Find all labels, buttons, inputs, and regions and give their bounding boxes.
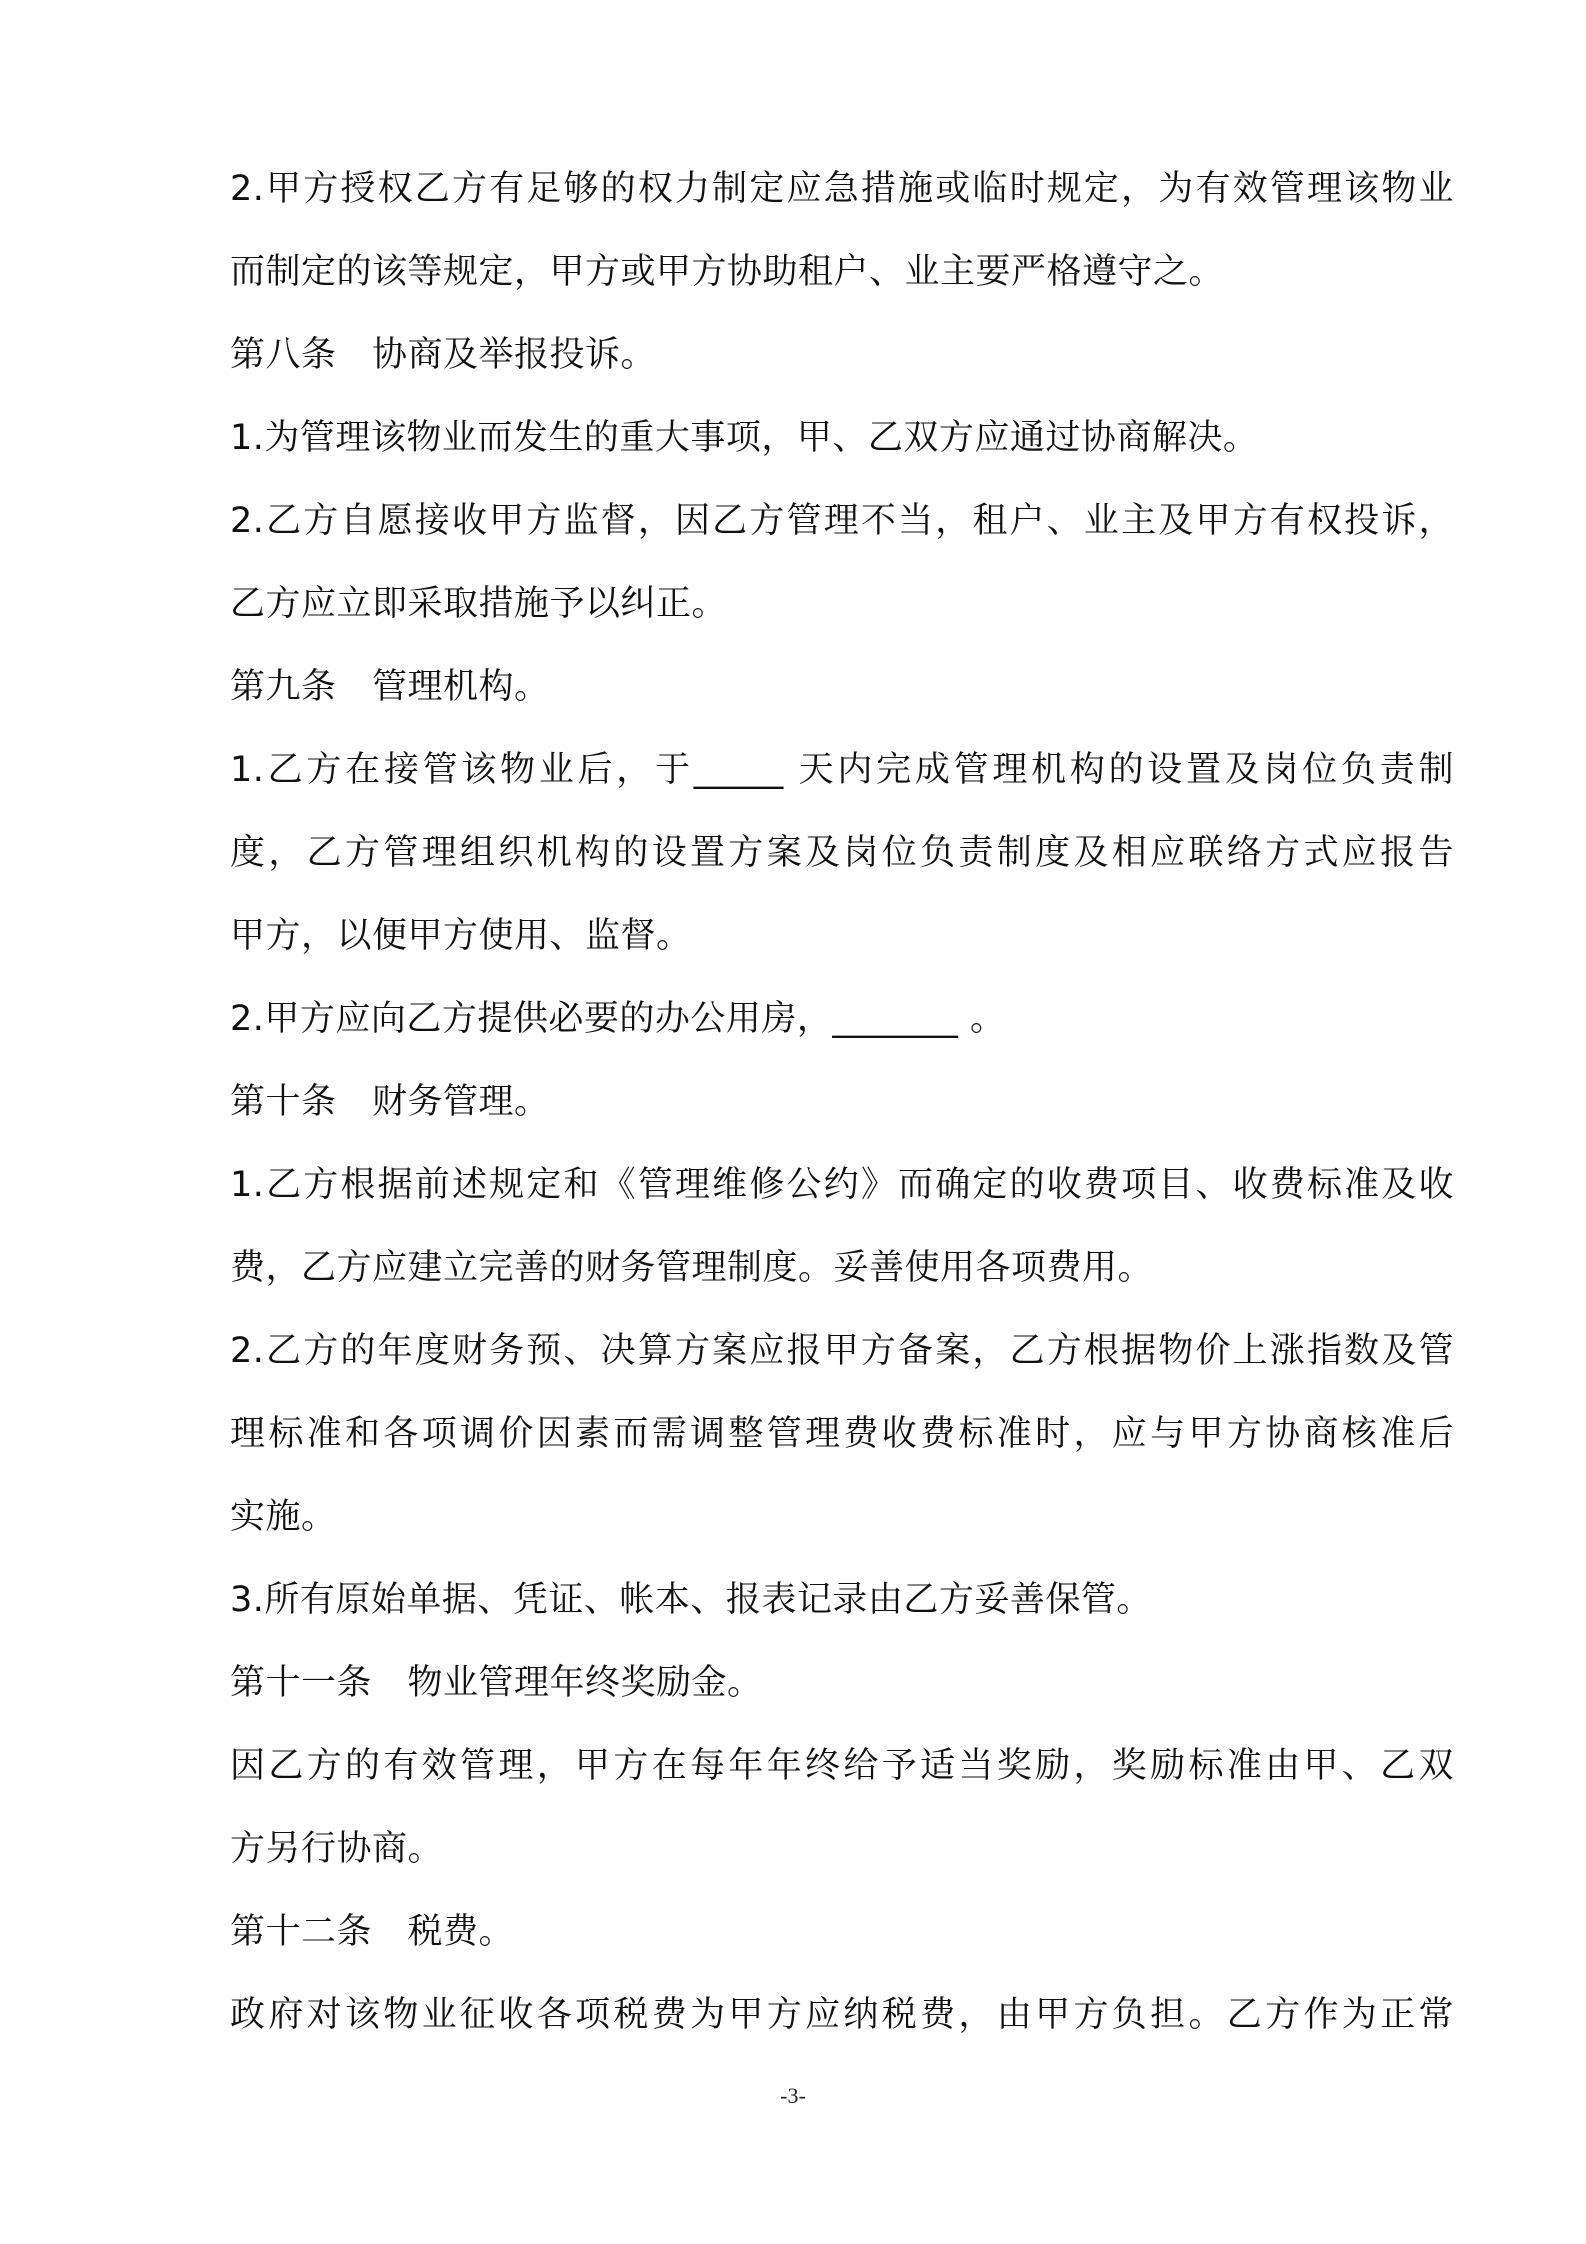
text-line: 度，乙方管理组织机构的设置方案及岗位负责制度及相应联络方式应报告 xyxy=(230,833,1454,873)
document-body xyxy=(230,148,1454,2057)
text-line: 3.所有原始单据、凭证、帐本、报表记录由乙方妥善保管。 xyxy=(230,1580,1152,1620)
text-line: 第十一条 物业管理年终奖励金。 xyxy=(230,1663,763,1703)
text-line: 因乙方的有效管理，甲方在每年年终给予适当奖励，奖励标准由甲、乙双 xyxy=(230,1746,1454,1786)
text-line: 第九条 管理机构。 xyxy=(230,667,550,707)
text-line: 第十二条 税费。 xyxy=(230,1912,515,1952)
text-line: 理标准和各项调价因素而需调整管理费收费标准时，应与甲方协商核准后 xyxy=(230,1414,1454,1454)
text-line: 而制定的该等规定，甲方或甲方协助租户、业主要严格遵守之。 xyxy=(230,252,1225,292)
text-line: 实施。 xyxy=(230,1497,337,1537)
page-number: -3- xyxy=(780,2083,806,2108)
text-line: 1.为管理该物业而发生的重大事项，甲、乙双方应通过协商解决。 xyxy=(230,418,1259,458)
text-line: 2.甲方应向乙方提供必要的办公用房，_______ 。 xyxy=(230,999,1006,1039)
text-line: 1.乙方在接管该物业后，于_____ 天内完成管理机构的设置及岗位负责制 xyxy=(230,750,1454,790)
text-line: 乙方应立即采取措施予以纠正。 xyxy=(230,584,728,624)
text-line: 政府对该物业征收各项税费为甲方应纳税费，由甲方负担。乙方作为正常 xyxy=(230,1995,1454,2035)
text-line: 方另行协商。 xyxy=(230,1829,444,1869)
text-line: 第十条 财务管理。 xyxy=(230,1082,550,1122)
text-line: 2.乙方的年度财务预、决算方案应报甲方备案，乙方根据物价上涨指数及管 xyxy=(230,1331,1454,1371)
text-line: 第八条 协商及举报投诉。 xyxy=(230,335,657,375)
text-line: 甲方，以便甲方使用、监督。 xyxy=(230,916,692,956)
text-line: 2.甲方授权乙方有足够的权力制定应急措施或临时规定，为有效管理该物业 xyxy=(230,169,1454,209)
text-line: 1.乙方根据前述规定和《管理维修公约》而确定的收费项目、收费标准及收 xyxy=(230,1165,1454,1205)
text-line: 2.乙方自愿接收甲方监督，因乙方管理不当，租户、业主及甲方有权投诉， xyxy=(230,501,1454,541)
text-line: 费，乙方应建立完善的财务管理制度。妥善使用各项费用。 xyxy=(230,1248,1154,1288)
